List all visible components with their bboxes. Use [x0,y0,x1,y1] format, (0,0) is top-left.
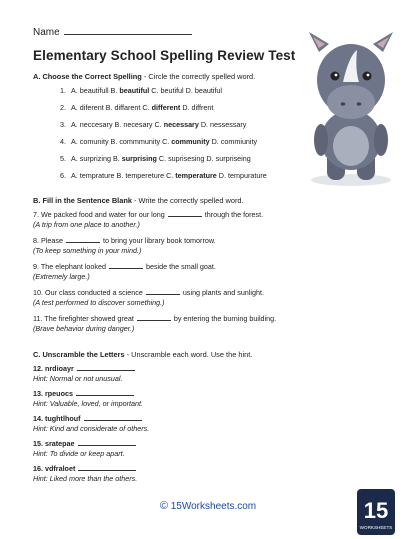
sentence-blank-item [33,314,276,334]
sentence-end: using plants and sunlight. [182,288,264,297]
choice-options-rest: C. beutiful D. beautiful [149,86,223,95]
scrambled-word: 14. tughtlhouf [33,414,81,423]
sentence-hint: (A trip from one place to another.) [33,220,140,229]
scrambled-word: 16. vdfraloet [33,464,76,473]
sentence-hint: (Extremely large.) [33,272,90,281]
unscramble-item [33,464,137,484]
section-a-heading: A. Choose the Correct Spelling [33,72,142,81]
word-hint: Hint: Liked more than the others. [33,474,138,483]
spelling-choice-item [60,86,222,95]
correct-choice: temperature [175,171,217,180]
spelling-choice-item [60,154,251,163]
sentence-start: 7. We packed food and water for our long [33,210,165,219]
sentence-hint: (A test performed to discover something.) [33,298,165,307]
word-hint: Hint: Valuable, loved, or important. [33,399,143,408]
section-c-heading: C. Unscramble the Letters [33,350,125,359]
choice-options-rest: D. tempurature [216,171,267,180]
choice-options: A. diferent B. diffarent C. [71,103,152,112]
unscramble-item [33,389,143,409]
footer-site-link[interactable]: 15Worksheets.com [170,501,257,512]
scrambled-word: 15. sratepae [33,439,75,448]
spelling-choice-item [60,137,257,146]
rhino-illustration [297,30,405,190]
sentence-start: 10. Our class conducted a science [33,288,143,297]
sentence-end: beside the small goat. [146,262,216,271]
worksheet-title: Elementary School Spelling Review Test [33,48,296,63]
unscramble-item [33,414,149,434]
answer-blank[interactable] [168,210,202,217]
choice-options-rest: D. nessessary [198,120,247,129]
sentence-blank-item [33,210,263,230]
answer-line[interactable] [78,464,136,471]
correct-choice: different [151,103,181,112]
name-label: Name [33,27,60,38]
sentence-start: 9. The elephant looked [33,262,106,271]
section-c-instruction: - Unscramble each word. Use the hint. [124,350,253,359]
answer-line[interactable] [78,439,136,446]
choice-options: A. comunity B. commmunity C. [71,137,172,146]
sentence-blank-item [33,262,216,282]
item-number: 3. [60,120,66,129]
sentence-blank-item [33,288,264,308]
sentence-end: by entering the burning building. [173,314,277,323]
word-hint: Hint: To divide or keep apart. [33,449,125,458]
sentence-end: to bring your library book tomorrow. [102,236,216,245]
unscramble-item [33,439,136,459]
correct-choice: community [171,137,210,146]
section-a-header [33,72,255,81]
choice-options-rest: C. suprisesing D. surpriseing [156,154,251,163]
name-line [64,26,192,35]
choice-options-rest: D. commiunity [209,137,258,146]
correct-choice: beautiful [119,86,150,95]
item-number: 4. [60,137,66,146]
answer-line[interactable] [76,389,134,396]
section-c-header [33,350,252,359]
choice-options-rest: D. diffrent [180,103,214,112]
sentence-hint: (To keep something in your mind.) [33,246,142,255]
spelling-choice-item [60,171,267,180]
scrambled-word: 13. rpeuocs [33,389,73,398]
item-number: 5. [60,154,66,163]
spelling-choice-item [60,120,246,129]
unscramble-item [33,364,135,384]
spelling-choice-item [60,103,213,112]
word-hint: Hint: Normal or not unusual. [33,374,123,383]
sentence-start: 11. The firefighter showed great [33,314,134,323]
item-number: 2. [60,103,66,112]
15worksheets-logo [356,488,396,536]
answer-blank[interactable] [66,236,100,243]
answer-blank[interactable] [146,288,180,295]
answer-line[interactable] [84,414,142,421]
answer-blank[interactable] [109,262,143,269]
section-b-header [33,196,244,205]
answer-blank[interactable] [137,314,171,321]
sentence-end: through the forest. [204,210,264,219]
sentence-hint: (Brave behavior during danger.) [33,324,135,333]
item-number: 6. [60,171,66,180]
choice-options: A. surprizing B. [71,154,122,163]
correct-choice: necessary [163,120,199,129]
item-number: 1. [60,86,66,95]
footer [0,500,416,512]
sentence-start: 8. Please [33,236,63,245]
word-hint: Hint: Kind and considerate of others. [33,424,150,433]
scrambled-word: 12. nrdioayr [33,364,74,373]
section-a-instruction: - Circle the correctly spelled word. [141,72,256,81]
choice-options: A. temprature B. tempereture C. [71,171,176,180]
answer-line[interactable] [77,364,135,371]
logo-number: 15 [363,498,389,523]
copyright-symbol: © [159,500,168,512]
choice-options: A. beautifull B. [71,86,120,95]
logo-text: WORKSHEETS [359,525,393,530]
section-b-instruction: - Write the correctly spelled word. [131,196,244,205]
correct-choice: surprising [121,154,157,163]
name-field [33,26,192,38]
choice-options: A. neccesary B. necesary C. [71,120,164,129]
sentence-blank-item [33,236,216,256]
section-b-heading: B. Fill in the Sentence Blank [33,196,132,205]
